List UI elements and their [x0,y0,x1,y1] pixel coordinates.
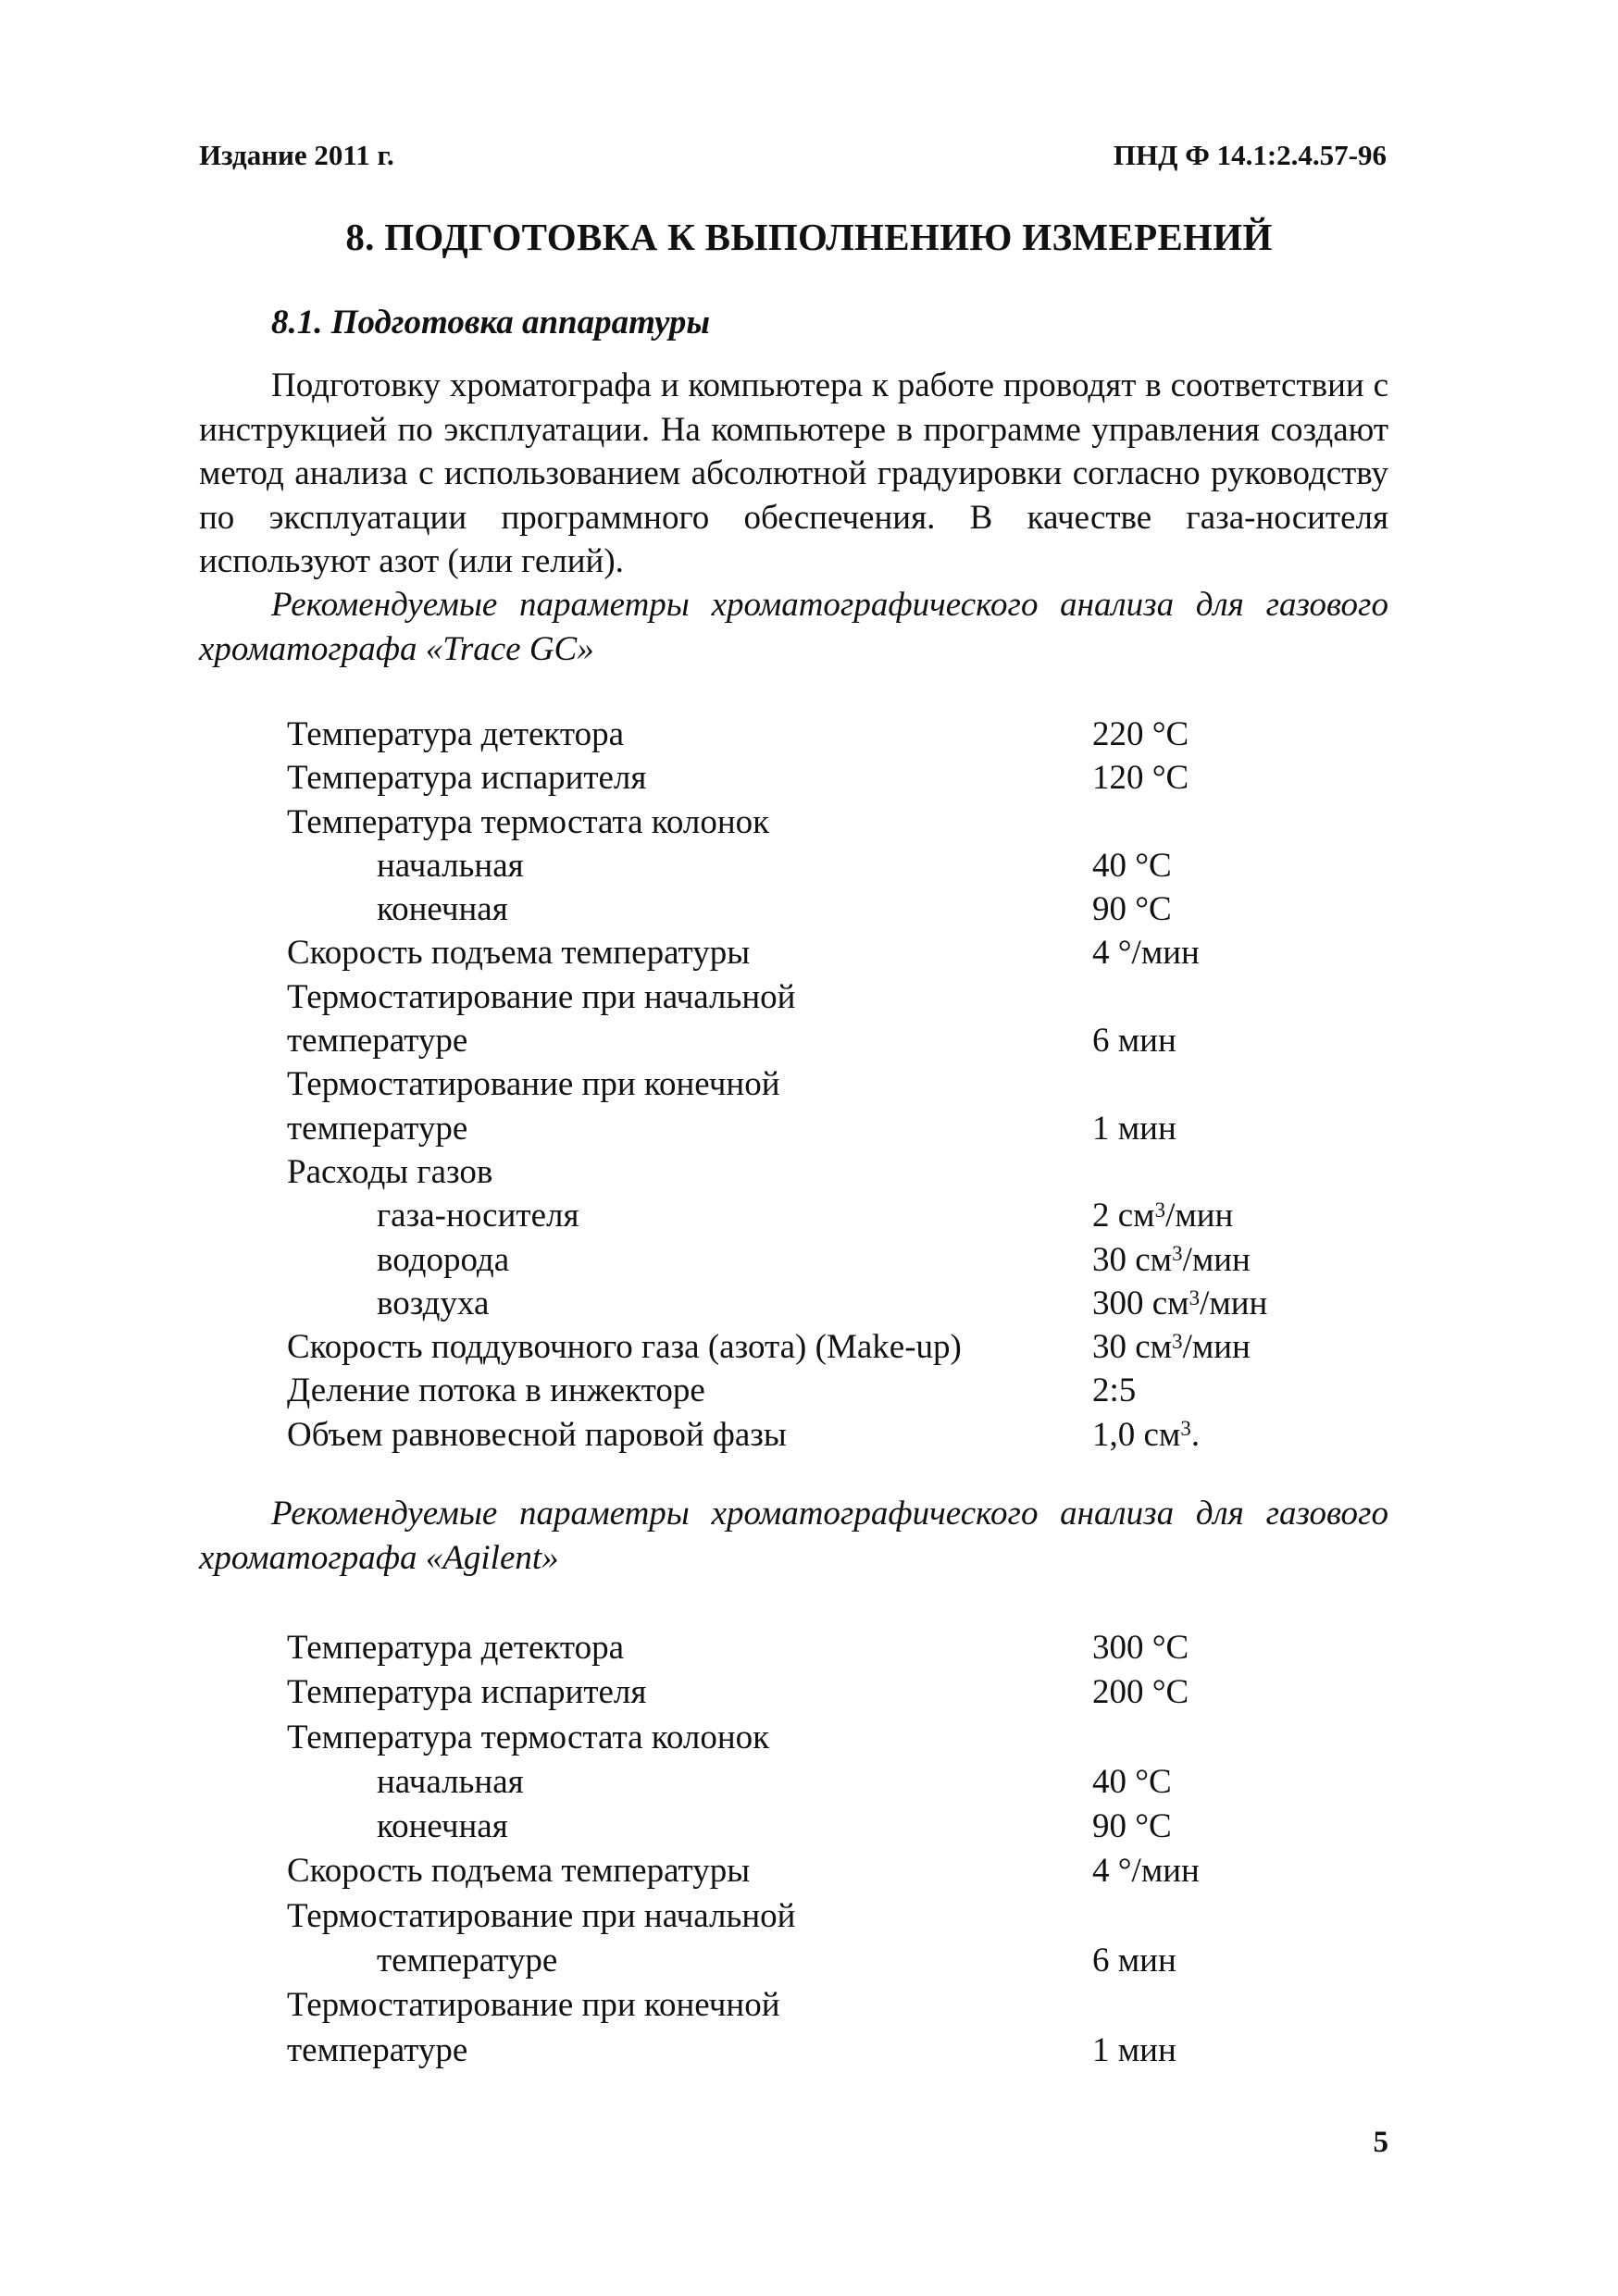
parameter-label: конечная [377,1807,508,1846]
page-number: 5 [1373,2126,1388,2159]
parameter-label: температуре [287,2030,468,2069]
value-exponent: 3 [1172,1242,1183,1266]
parameters-list-trace-gc [287,713,1351,1457]
parameter-label: Скорость подъема температуры [287,934,751,973]
parameter-row [287,1894,1351,1939]
parameter-label: Термостатирование при начальной [287,977,796,1016]
value-exponent: 3 [1189,1285,1201,1309]
parameter-value: 90 °С [1092,890,1172,929]
parameter-label: конечная [377,890,508,929]
parameter-label: начальная [377,1762,524,1801]
parameter-row [287,1939,1351,1983]
parameter-label: начальная [377,846,524,885]
parameter-label: Температура детектора [287,1629,625,1667]
value-unit: /мин [1165,1197,1234,1235]
section-title: 8. ПОДГОТОВКА К ВЫПОЛНЕНИЮ ИЗМЕРЕНИЙ [345,216,1273,258]
parameter-label: воздуха [377,1284,490,1322]
parameter-value [1092,1238,1251,1282]
parameter-value: 4 °/мин [1092,934,1200,973]
parameter-row [287,1413,1351,1457]
parameter-label: Температура испарителя [287,1673,647,1712]
parameter-row [287,756,1351,800]
parameter-row [287,1194,1351,1237]
value-exponent: 3 [1180,1417,1191,1441]
parameter-value: 40 °С [1092,846,1172,885]
parameter-row [287,1805,1351,1849]
parameter-value: 6 мин [1092,1022,1176,1061]
caption-trace-gc: Рекомендуемые параметры хроматографического анализа для газового хроматографа «Trace GC» [199,586,1388,668]
parameter-label: Расходы газов [287,1152,493,1191]
parameter-row [287,1107,1351,1150]
parameter-value [1092,1413,1200,1457]
parameter-row [287,887,1351,931]
parameter-row [287,1238,1351,1282]
parameter-value: 90 °С [1092,1807,1172,1846]
caption-agilent: Рекомендуемые параметры хроматографического анализа для газового хроматографа «Agilent» [199,1495,1388,1577]
parameter-row [287,1062,1351,1106]
parameter-label: Деление потока в инжекторе [287,1371,705,1410]
parameter-label: температуре [287,1022,468,1061]
parameter-label: Термостатирование при начальной [287,1896,796,1935]
parameter-row [287,1150,1351,1194]
document-code: ПНД Ф 14.1:2.4.57-96 [1113,139,1387,171]
subsection-title: 8.1. Подготовка аппаратуры [271,304,711,341]
parameter-label: Температура термостата колонок [287,802,770,841]
parameter-label: Термостатирование при конечной [287,1986,780,2025]
value-number: 1,0 см [1092,1415,1181,1454]
parameter-row [287,2029,1351,2073]
value-number: 30 см [1092,1240,1173,1279]
parameter-label: Скорость поддувочного газа (азота) (Make-up) [287,1328,962,1367]
parameter-label: газа-носителя [377,1197,579,1235]
parameter-value: 1 мин [1092,2030,1176,2069]
parameter-row [287,1626,1351,1670]
parameter-row [287,1849,1351,1893]
edition-label: Издание 2011 г. [199,139,394,171]
parameter-value: 2:5 [1092,1371,1137,1410]
parameter-value [1092,1325,1251,1369]
value-unit: . [1190,1415,1201,1454]
parameter-value [1092,1282,1267,1325]
value-exponent: 3 [1172,1329,1183,1353]
value-number: 30 см [1092,1328,1173,1367]
parameter-value [1092,1194,1233,1237]
parameter-row [287,844,1351,887]
parameter-label: водорода [377,1240,510,1279]
parameter-value: 300 °С [1092,1629,1189,1667]
parameter-row [287,1760,1351,1805]
value-exponent: 3 [1154,1198,1166,1222]
parameter-row [287,975,1351,1019]
parameter-row [287,713,1351,756]
parameter-value: 120 °С [1092,759,1189,798]
parameter-value: 200 °С [1092,1673,1189,1712]
parameter-label: Термостатирование при конечной [287,1065,780,1104]
value-number: 2 см [1092,1197,1155,1235]
parameter-row [287,1019,1351,1062]
parameter-value: 4 °/мин [1092,1852,1200,1891]
parameter-value: 220 °С [1092,715,1189,753]
parameter-label: Температура термостата колонок [287,1718,770,1756]
parameter-label: температуре [287,1109,468,1148]
parameter-label: температуре [377,1942,558,1980]
parameters-list-agilent [287,1626,1351,2073]
parameter-label: Температура испарителя [287,759,647,798]
value-unit: /мин [1182,1328,1251,1367]
parameter-value: 1 мин [1092,1109,1176,1148]
parameter-label: Температура детектора [287,715,625,753]
parameter-row [287,931,1351,974]
intro-paragraph: Подготовку хроматографа и компьютера к работе проводят в соответствии с инструкцией по эксплуатации. На компьютере в программе управления создают метод анализа с использованием абсолютной градуировки согласно руководству по эксплуатации программного обеспечения. В качестве газа-носителя используют азот (или гелий). [199,366,1388,580]
page-header [199,139,1387,185]
value-unit: /мин [1200,1284,1268,1322]
parameter-label: Объем равновесной паровой фазы [287,1415,787,1454]
parameter-row [287,1716,1351,1760]
parameter-row [287,800,1351,844]
parameter-row [287,1282,1351,1325]
parameter-row [287,1369,1351,1412]
parameter-row [287,1983,1351,2028]
parameter-row [287,1670,1351,1715]
parameter-value: 40 °С [1092,1762,1172,1801]
parameter-label: Скорость подъема температуры [287,1852,751,1891]
parameter-row [287,1325,1351,1369]
parameter-value: 6 мин [1092,1942,1176,1980]
value-unit: /мин [1182,1240,1251,1279]
value-number: 300 см [1092,1284,1189,1322]
